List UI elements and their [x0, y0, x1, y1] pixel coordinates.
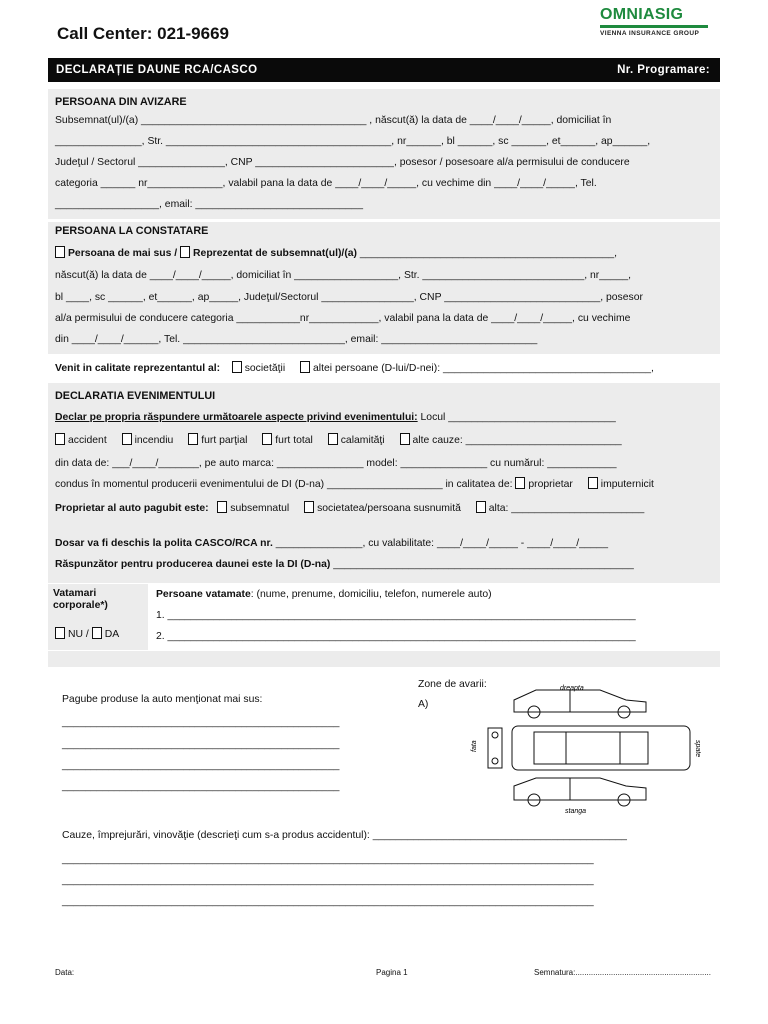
checkbox-da[interactable]: [92, 627, 102, 639]
section-heading-eveniment: DECLARATIA EVENIMENTULUI: [55, 390, 216, 402]
logo-subtitle: VIENNA INSURANCE GROUP: [600, 30, 700, 37]
label-da: DA: [104, 629, 120, 640]
checkbox-incendiu[interactable]: [122, 433, 132, 445]
form-title: DECLARAȚIE DAUNE RCA/CASCO: [56, 64, 258, 76]
proprietar-label: Proprietar al auto pagubit este:: [55, 503, 209, 514]
footer-page-number: Pagina 1: [376, 968, 408, 977]
persoana-vatamata-2[interactable]: 2. _________________________________________________________________________________: [156, 631, 636, 642]
raspunzator-field[interactable]: ____________________________________________________: [330, 559, 634, 570]
vatamari-line-2: corporale*): [53, 600, 108, 611]
footer-semnatura[interactable]: Semnatura:.............................................................: [534, 968, 711, 977]
checkbox-alte-cauze[interactable]: [400, 433, 410, 445]
proprietar-row: [55, 501, 715, 515]
label-accident: accident: [68, 435, 107, 446]
dosar-field[interactable]: _______________, cu valabilitate: ____/____/_____ - ____/____/_____: [272, 538, 608, 549]
locul-field[interactable]: Locul _____________________________: [417, 412, 616, 423]
checkbox-persoana-de-mai-sus[interactable]: [55, 246, 65, 258]
persoane-vatamate-row: [156, 588, 716, 601]
call-center-number: Call Center: 021-9669: [57, 24, 229, 43]
zone-avarii-label: Zone de avarii:: [418, 679, 487, 690]
raspunzator-row: [55, 558, 715, 571]
vatamari-options: [55, 627, 119, 640]
label-reprezentat: Reprezentat de subsemnat(ul)/(a): [193, 248, 358, 259]
label-incendiu: incendiu: [134, 435, 174, 446]
constatare-line-1[interactable]: născut(ă) la data de ____/____/_____, domiciliat în __________________, Str. ____________________________, nr_____,: [55, 270, 632, 281]
constatare-line-3[interactable]: al/a permisului de conducere categoria ___________nr____________, valabil pana la data de ____/____/_____, cu vechime: [55, 313, 631, 324]
car-side-left-outline: [514, 778, 646, 800]
condus-text[interactable]: condus în momentul producerii evenimentului de DI (D-na) ____________________ in calitatea de:: [55, 479, 513, 490]
checkbox-accident[interactable]: [55, 433, 65, 445]
car-front-lamp-1: [492, 732, 498, 738]
avizare-line-1[interactable]: Subsemnat(ul)/(a) _______________________________________ , născut(ă) la data de ____/____/_____, domiciliat în: [55, 115, 612, 126]
constatare-line-4[interactable]: din ____/____/______, Tel. ____________________________, email: ___________________________: [55, 334, 538, 345]
label-calamitati: calamităţi: [340, 435, 385, 446]
checkbox-nu[interactable]: [55, 627, 65, 639]
form-title-bar: [48, 58, 720, 82]
car-side-right-outline: [514, 690, 646, 712]
checkbox-subsemnatul[interactable]: [217, 501, 227, 513]
declar-row: [55, 411, 715, 424]
checkbox-calamitati[interactable]: [328, 433, 338, 445]
label-imputernicit: imputernicit: [600, 479, 654, 490]
pagube-line-4[interactable]: ________________________________________________: [62, 781, 340, 792]
omniasig-logo: [600, 6, 724, 44]
label-spate: spate: [694, 740, 701, 758]
reprezentat-field[interactable]: ____________________________________________,: [357, 248, 618, 259]
zone-a-label: A): [418, 699, 429, 710]
persoana-vatamata-1[interactable]: 1. _________________________________________________________________________________: [156, 610, 636, 621]
label-persoana-de-mai-sus: Persoana de mai sus /: [68, 248, 178, 259]
cauze-line-1[interactable]: ____________________________________________________________________________________________: [62, 854, 594, 865]
section-heading-avizare: PERSOANA DIN AVIZARE: [55, 96, 187, 108]
label-societatea: societatea/persoana susnumită: [317, 503, 461, 514]
label-dreapta: dreapta: [560, 685, 584, 692]
car-front-lamp-2: [492, 758, 498, 764]
label-furt-partial: furt parţial: [201, 435, 248, 446]
dosar-row: [55, 537, 715, 550]
pagube-label: Pagube produse la auto menţionat mai sus:: [62, 694, 263, 705]
nr-programare-label: Nr. Programare:: [617, 64, 710, 76]
checkbox-furt-partial[interactable]: [188, 433, 198, 445]
label-furt-total: furt total: [275, 435, 313, 446]
car-damage-diagram[interactable]: [450, 680, 700, 815]
logo-bar: [600, 25, 708, 28]
label-altei-persoane[interactable]: altei persoane (D-lui/D-nei): ____________________________________,: [313, 363, 654, 374]
car-top-rear-window: [620, 732, 648, 764]
avizare-line-3[interactable]: Judeţul / Sectorul _______________, CNP ________________________, posesor / posesoare al/a permisului de conducere: [55, 157, 630, 168]
pagube-line-3[interactable]: ________________________________________________: [62, 760, 340, 771]
checkbox-imputernicit[interactable]: [588, 477, 598, 489]
declar-label: Declar pe propria răspundere următoarele aspecte privind evenimentului:: [55, 412, 418, 423]
vatamari-label: [53, 588, 108, 612]
persoane-vatamate-hint: : (nume, prenume, domiciliu, telefon, numerele auto): [250, 589, 492, 600]
panel-divider: [48, 651, 720, 667]
label-fata: fata: [471, 740, 478, 752]
footer-data: Data:: [55, 968, 75, 977]
label-alta[interactable]: alta: _______________________: [488, 503, 645, 514]
checkbox-alta[interactable]: [476, 501, 486, 513]
constatare-options-row: [55, 246, 715, 260]
checkbox-reprezentat[interactable]: [180, 246, 190, 258]
label-subsemnatul: subsemnatul: [230, 503, 290, 514]
checkbox-societatea[interactable]: [304, 501, 314, 513]
checkbox-proprietar[interactable]: [515, 477, 525, 489]
pagube-line-2[interactable]: ________________________________________________: [62, 739, 340, 750]
din-data-row[interactable]: din data de: ___/____/_______, pe auto marca: _______________ model: _______________ cu numărul: ____________: [55, 458, 617, 469]
car-top-windshield: [534, 732, 566, 764]
logo-name: OMNIASIG: [600, 6, 684, 23]
venit-label: Venit in calitate reprezentantul al:: [55, 363, 221, 374]
cauze-line-2[interactable]: ____________________________________________________________________________________________: [62, 875, 594, 886]
cauze-line-3[interactable]: ____________________________________________________________________________________________: [62, 896, 594, 907]
cauze-label[interactable]: Cauze, împrejurări, vinovăţie (descrieţi cum s-a produs accidentul): ____________________________________________: [62, 830, 627, 841]
label-alte-cauze[interactable]: alte cauze: ___________________________: [412, 435, 622, 446]
checkbox-altei-persoane[interactable]: [300, 361, 310, 373]
car-top-body: [512, 726, 690, 770]
avizare-line-4[interactable]: categoria ______ nr_____________, valabil pana la data de ____/____/_____, cu vechime din ____/____/_____, Tel.: [55, 178, 597, 189]
avizare-line-2[interactable]: _______________, Str. _______________________________________, nr______, bl ______, sc ______, et______, ap______,: [55, 136, 651, 147]
car-front-view: [488, 728, 502, 768]
vatamari-line-1: Vatamari: [53, 588, 97, 599]
checkbox-furt-total[interactable]: [262, 433, 272, 445]
persoane-vatamate-label: Persoane vatamate: [156, 589, 251, 600]
section-heading-constatare: PERSOANA LA CONSTATARE: [55, 225, 209, 237]
condus-row: [55, 477, 715, 491]
event-type-row: [55, 433, 715, 447]
dosar-label: Dosar va fi deschis la polita CASCO/RCA nr.: [55, 538, 273, 549]
constatare-line-2[interactable]: bl ____, sc ______, et______, ap_____, Judeţul/Sectorul ________________, CNP ___________________________, posesor: [55, 292, 643, 303]
label-stanga: stanga: [565, 808, 587, 815]
label-nu: NU /: [68, 629, 89, 640]
label-societatii: societăţii: [244, 363, 286, 374]
avizare-line-5[interactable]: __________________, email: _____________________________: [55, 199, 363, 210]
label-proprietar: proprietar: [528, 479, 573, 490]
pagube-line-1[interactable]: ________________________________________________: [62, 717, 340, 728]
venit-row: [55, 361, 715, 375]
raspunzator-label: Răspunzător pentru producerea daunei este la DI (D-na): [55, 559, 331, 570]
checkbox-societatii[interactable]: [232, 361, 242, 373]
